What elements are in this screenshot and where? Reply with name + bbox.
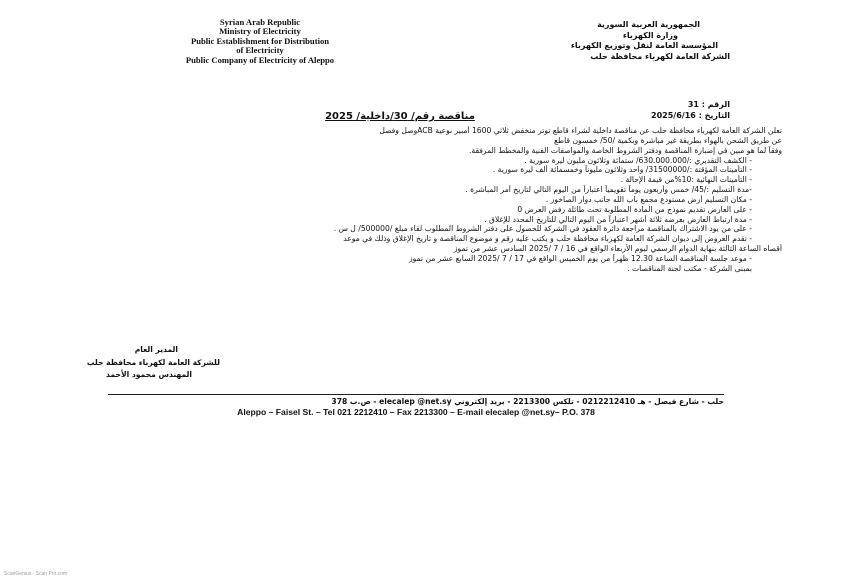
reference-block xyxy=(640,99,730,121)
signatory-title: المدير العام xyxy=(134,345,178,354)
letterhead-line: Public Establishment for Distribution xyxy=(190,35,330,46)
body-line: تعلن الشركة العامة لكهرباء محافظة حلب عن مناقصة داخلية لشراء قاطع توتر منخفض ثلاثي 1600 أمبير نوعية ACBوصل وفصل xyxy=(379,126,782,135)
body-line: - مكان التسليم أرض مستودع مجمع باب الله جانب دوار الصاخور . xyxy=(545,194,752,204)
footer-arabic-contact: حلب - شارع فيصل - هـ 0212212410 - تلكس 2213300 - بريد إلكتروني elecalep @net.sy - ص.ب 378 xyxy=(331,397,724,406)
letterhead-line: of Electricity xyxy=(236,45,284,56)
signature-block xyxy=(70,344,220,382)
scanner-watermark: ScanGenius · Scan Pro.com xyxy=(4,571,68,577)
footer-divider xyxy=(108,394,724,395)
body-line: - على العارض تقديم نموذج من المادة المطلوبة تحت طائلة رفض العرض 0 xyxy=(517,204,752,214)
body-line: - التأمينات المؤقتة :/31500000/ واحد وثلاثون مليوناً وخمسمائة ألف ليرة سورية . xyxy=(492,165,752,175)
body-line: عن طريق الشحن بالهواء بطريقة غير مباشرة وبكمية /50/ خمسون قاطع xyxy=(554,135,782,145)
announcement-body xyxy=(70,126,782,274)
body-line: - الكشف التقديري :/630.000.000/ ستمائة وثلاثون مليون ليرة سورية . xyxy=(524,155,752,165)
letterhead-line: المؤسسة العامة لنقل وتوزيع الكهرباء xyxy=(570,41,718,50)
body-line: - تقدم العروض إلى ديوان الشركة العامة لكهرباء محافظة حلب و يكتب عليه رقم و موضوع المناقصة و تاريخ الإغلاق وذلك في موعد xyxy=(343,234,752,244)
signatory-name: المهندس محمود الأحمد xyxy=(106,370,192,379)
letterhead-line: الشركة العامة لكهرباء محافظة حلب xyxy=(590,51,730,61)
letterhead-line: Syrian Arab Republic xyxy=(219,17,301,27)
signatory-organization: للشركة العامة لكهرباء محافظة حلب xyxy=(86,357,220,367)
body-line: - موعد جلسة المناقصة الساعة 12.30 ظهراً من يوم الخميس الواقع في 17 / 7 /2025 السابع عشر من تموز xyxy=(408,253,752,263)
arabic-letterhead xyxy=(540,20,730,62)
reference-date: التاريخ : 2025/6/16 xyxy=(651,111,730,120)
body-line: -مدة التسليم :/45/ خمس وأربعون يوماً تقويمياً اعتباراً من اليوم التالي لتاريخ أمر المباشرة . xyxy=(465,185,752,195)
reference-number: الرقم : 31 xyxy=(687,100,730,109)
letterhead-line: Public Company of Electricity of Aleppo xyxy=(185,54,335,65)
footer-english-contact: Aleppo – Faisel St. – Tel 021 2212410 – Fax 2213300 – E-mail elecalep @net.sy– P.O. 378 xyxy=(237,407,595,417)
english-letterhead xyxy=(110,18,410,65)
body-line: وفقاً لما هو مبين في إضبارة المناقصة ودفتر الشروط الخاصة والمواصفات الفنية والمخطط المرفقة. xyxy=(468,145,782,155)
letterhead-line: وزارة الكهرباء xyxy=(622,30,678,40)
body-line: بمبنى الشركة - مكتب لجنة المناقصات . xyxy=(627,263,752,273)
document-title: مناقصة رقم/ 30/داخلية/ 2025 xyxy=(325,111,475,122)
body-line: أقصاه الساعة الثالثة بنهاية الدوام الرسمي ليوم الأربعاء الواقع في 16 / 7 /2025 السادس عشر من تموز xyxy=(453,244,782,254)
body-line: - على من يود الاشتراك بالمناقصة مراجعة دائرة العقود في الشركة للحصول على دفتر الشروط المطلوب لقاء مبلغ /500000/ ل س . xyxy=(333,224,752,234)
letterhead-line: Ministry of Electricity xyxy=(219,26,301,37)
letterhead-line: الجمهورية العربية السورية xyxy=(597,20,700,29)
body-line: - مدة ارتباط العارض بعرضه ثلاثة أشهر اعتباراً من اليوم التالي للتاريخ المحدد للإغلاق . xyxy=(484,214,752,224)
body-line: - التأمينات النهائية :10%من قيمة الإحالة . xyxy=(620,175,752,185)
